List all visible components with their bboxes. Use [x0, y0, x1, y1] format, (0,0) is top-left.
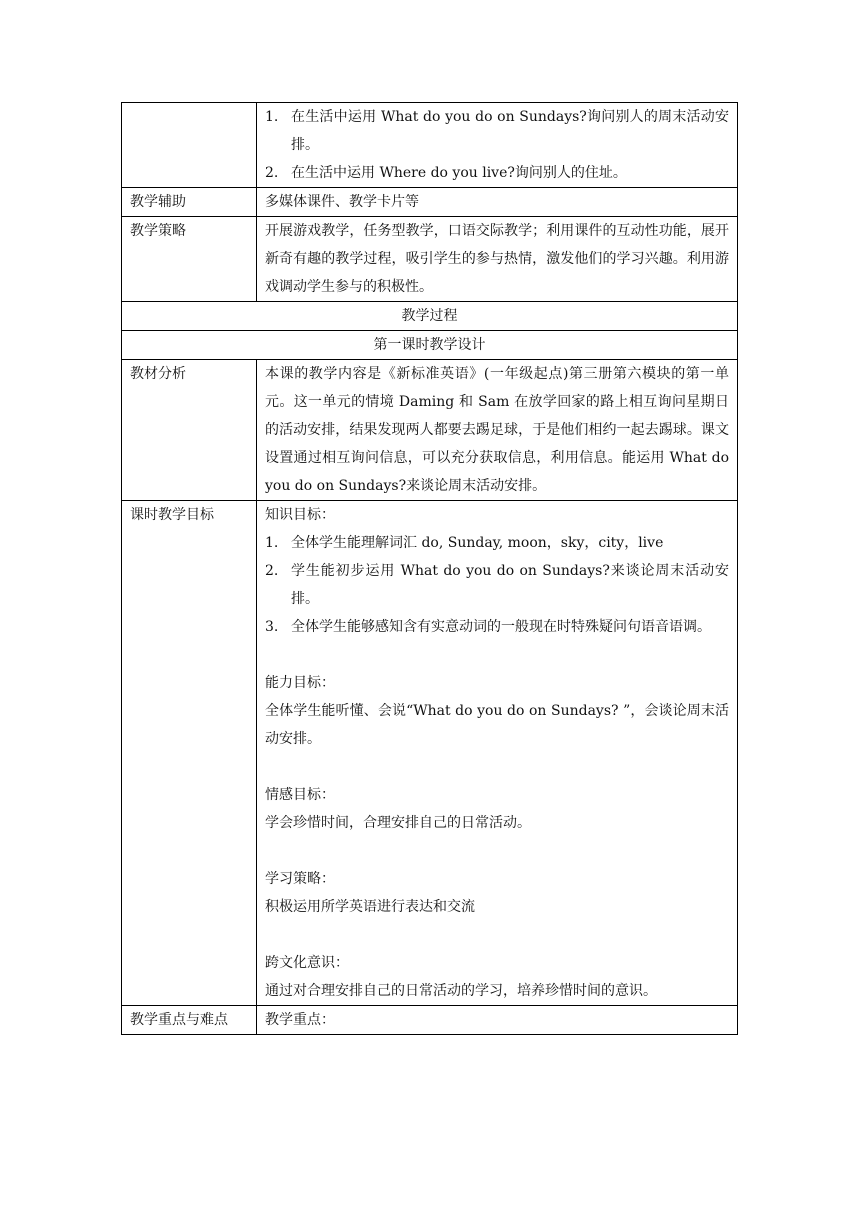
strategy-label: 教学策略 [122, 217, 257, 302]
knowledge-title: 知识目标： [265, 507, 335, 523]
list-item: 1. 全体学生能理解词汇 do, Sunday, moon，sky，city，live [265, 535, 664, 551]
emotion-text: 学会珍惜时间，合理安排自己的日常活动。 [265, 815, 531, 831]
list-item: 1. 在生活中运用 What do you do on Sundays?询问别人的周末活动安排。 [265, 109, 729, 153]
spacer [265, 921, 729, 949]
table-row [122, 302, 738, 331]
list-item: 2. 学生能初步运用 What do you do on Sundays?来谈论周末活动安排。 [265, 563, 729, 607]
table-row [122, 188, 738, 217]
spacer [265, 837, 729, 865]
key-points-label: 教学重点与难点 [122, 1006, 257, 1035]
table-row [122, 501, 738, 1006]
key-points-value: 教学重点： [257, 1006, 738, 1035]
culture-text: 通过对合理安排自己的日常活动的学习，培养珍惜时间的意识。 [265, 983, 657, 999]
strategy-value: 开展游戏教学，任务型教学，口语交际教学；利用课件的互动性功能，展开新奇有趣的教学过程，吸引学生的参与热情，激发他们的学习兴趣。利用游戏调动学生参与的积极性。 [257, 217, 738, 302]
process-header: 教学过程 [122, 302, 738, 331]
objectives-cell [257, 501, 738, 1006]
list-item: 3. 全体学生能够感知含有实意动词的一般现在时特殊疑问句语音语调。 [265, 619, 711, 635]
aids-value: 多媒体课件、教学卡片等 [257, 188, 738, 217]
spacer [265, 753, 729, 781]
learning-strategy-text: 积极运用所学英语进行表达和交流 [265, 899, 475, 915]
analysis-label: 教材分析 [122, 360, 257, 501]
intro-goals-list [265, 103, 729, 187]
ability-text: 全体学生能听懂、会说“What do you do on Sundays? ”，会谈论周末活动安排。 [265, 703, 729, 747]
table-row [122, 1006, 738, 1035]
knowledge-list [265, 529, 729, 641]
aids-label: 教学辅助 [122, 188, 257, 217]
lesson-plan-table [121, 102, 738, 1035]
table-row [122, 103, 738, 188]
learning-strategy-title: 学习策略： [265, 871, 335, 887]
empty-label-cell [122, 103, 257, 188]
ability-title: 能力目标： [265, 675, 335, 691]
lesson-plan-page [121, 102, 738, 1035]
spacer [265, 641, 729, 669]
table-row [122, 331, 738, 360]
intro-goals-cell [257, 103, 738, 188]
table-row [122, 360, 738, 501]
analysis-value: 本课的教学内容是《新标准英语》(一年级起点)第三册第六模块的第一单元。这一单元的情境 Daming 和 Sam 在放学回家的路上相互询问星期日的活动安排，结果发现两人都要去踢足球，于是他们相约一起去踢球。课文设置通过相互询问信息，可以充分获取信息，利用信息。能运用 What do you do on Sundays?来谈论周末活动安排。 [257, 360, 738, 501]
table-row [122, 217, 738, 302]
lesson-header: 第一课时教学设计 [122, 331, 738, 360]
emotion-title: 情感目标： [265, 787, 335, 803]
list-item: 2. 在生活中运用 Where do you live?询问别人的住址。 [265, 165, 627, 181]
culture-title: 跨文化意识： [265, 955, 349, 971]
objectives-label: 课时教学目标 [122, 501, 257, 1006]
